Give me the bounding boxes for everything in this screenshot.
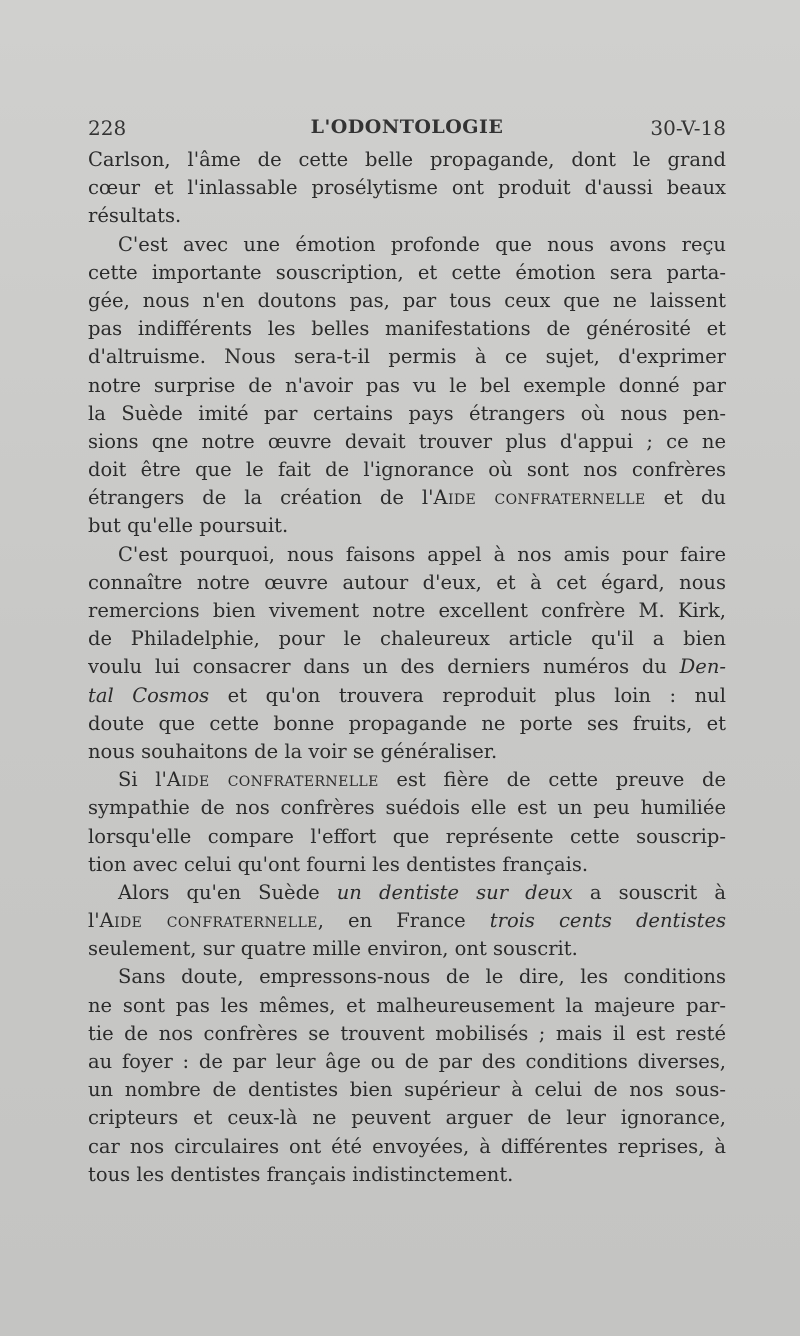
text-line [88,1161,726,1189]
text-line [88,1020,726,1048]
text-run: notre surprise de n'avoir pas vu le bel exemple donné par [88,373,726,397]
text-run: voulu lui consacrer dans un des derniers numéros du [88,655,680,679]
text-line [88,569,726,597]
text-run: cette importante souscription, et cette émotion sera parta- [88,260,726,284]
text-run: lorsqu'elle compare l'effort que représente cette souscrip- [88,824,726,848]
text-line [88,231,726,259]
text-line [88,484,726,512]
text-run: Alors qu'en Suède [118,880,337,904]
text-run: C'est avec une émotion profonde que nous avons reçu [118,232,726,256]
italic-text: Den- [679,655,726,679]
text-run: a souscrit à [572,880,726,904]
text-run: tous les dentistes français indistinctement. [88,1162,514,1186]
page-number: 228 [88,116,127,140]
text-line [88,823,726,851]
text-run: étrangers de la création de l' [88,486,434,510]
text-run: but qu'elle poursuit. [88,514,289,538]
text-line [88,710,726,738]
text-run: l' [88,909,100,933]
text-run: sympathie de nos confrères suédois elle est un peu humiliée [88,796,726,820]
issue-date: 30-V-18 [650,116,726,140]
text-line [88,682,726,710]
text-line [88,935,726,963]
text-run: cœur et l'inlassable prosélytisme ont produit d'aussi beaux [88,176,726,200]
text-line [88,1076,726,1104]
text-line [88,1048,726,1076]
italic-text: tal Cosmos [88,683,210,707]
text-run: Si l' [118,768,167,792]
text-run: sions qne notre œuvre devait trouver plus d'appui ; ce ne [88,429,726,453]
text-run: nous souhaitons de la voir se généraliser. [88,739,498,763]
text-run: est fière de cette preuve de [378,768,726,792]
text-line [88,738,726,766]
italic-text: un dentiste sur deux [336,880,573,904]
text-line [88,541,726,569]
text-line [88,315,726,343]
text-run: ne sont pas les mêmes, et malheureusement la majeure par- [88,993,726,1017]
text-run: au foyer : de par leur âge ou de par des conditions diverses, [88,1050,726,1073]
text-run: Sans doute, empressons-nous de le dire, les conditions [118,965,726,989]
text-line [88,597,726,625]
text-line [88,287,726,315]
text-line [88,146,726,174]
text-line [88,456,726,484]
text-run: résultats. [88,204,182,228]
small-caps-text: Aide confraternelle [166,768,379,792]
text-run: remercions bien vivement notre excellent confrère M. Kirk, [88,599,726,622]
text-run: connaître notre œuvre autour d'eux, et à cet égard, nous [88,570,726,594]
text-line [88,879,726,907]
text-run: gée, nous n'en doutons pas, par tous ceux que ne laissent [88,288,726,312]
text-run: cripteurs et ceux-là ne peuvent arguer de leur ignorance, [88,1106,726,1130]
text-run: de Philadelphie, pour le chaleureux article qu'il a bien [88,627,726,651]
text-run: d'altruisme. Nous sera-t-il permis à ce sujet, d'exprimer [88,345,726,369]
text-run: doute que cette bonne propagande ne porte ses fruits, et [88,711,726,735]
text-line [88,851,726,879]
text-line [88,625,726,653]
text-line [88,174,726,202]
text-run: , en France [317,909,490,933]
text-line [88,400,726,428]
running-head [88,116,726,144]
small-caps-text: Aide confraternelle [99,909,318,933]
text-line [88,907,726,935]
text-line [88,766,726,794]
text-line [88,963,726,991]
text-line [88,794,726,822]
italic-text: trois cents dentistes [489,909,726,933]
text-run: car nos circulaires ont été envoyées, à différentes reprises, à [88,1134,726,1158]
text-line [88,1104,726,1132]
text-line [88,1133,726,1161]
text-line [88,428,726,456]
text-line [88,372,726,400]
text-run: pas indifférents les belles manifestations de générosité et [88,317,726,341]
text-line [88,202,726,230]
text-line [88,512,726,540]
text-run: un nombre de dentistes bien supérieur à celui de nos sous- [88,1078,726,1102]
text-run: Carlson, l'âme de cette belle propagande, dont le grand [88,148,726,171]
text-line [88,653,726,681]
text-run: la Suède imité par certains pays étrangers où nous pen- [88,401,726,425]
body-text [88,146,726,1189]
text-run: et du [645,486,726,510]
text-run: C'est pourquoi, nous faisons appel à nos amis pour faire [118,542,726,566]
text-run: tie de nos confrères se trouvent mobilisés ; mais il est resté [88,1021,726,1045]
small-caps-text: Aide confraternelle [433,486,646,510]
text-run: tion avec celui qu'ont fourni les dentistes français. [88,852,589,876]
text-run: et qu'on trouvera reproduit plus loin : nul [209,683,726,707]
text-run: seulement, sur quatre mille environ, ont souscrit. [88,937,578,961]
text-line [88,343,726,371]
text-line [88,259,726,287]
journal-title: L'ODONTOLOGIE [310,116,504,138]
text-run: doit être que le fait de l'ignorance où sont nos confrères [88,458,726,482]
text-line [88,992,726,1020]
